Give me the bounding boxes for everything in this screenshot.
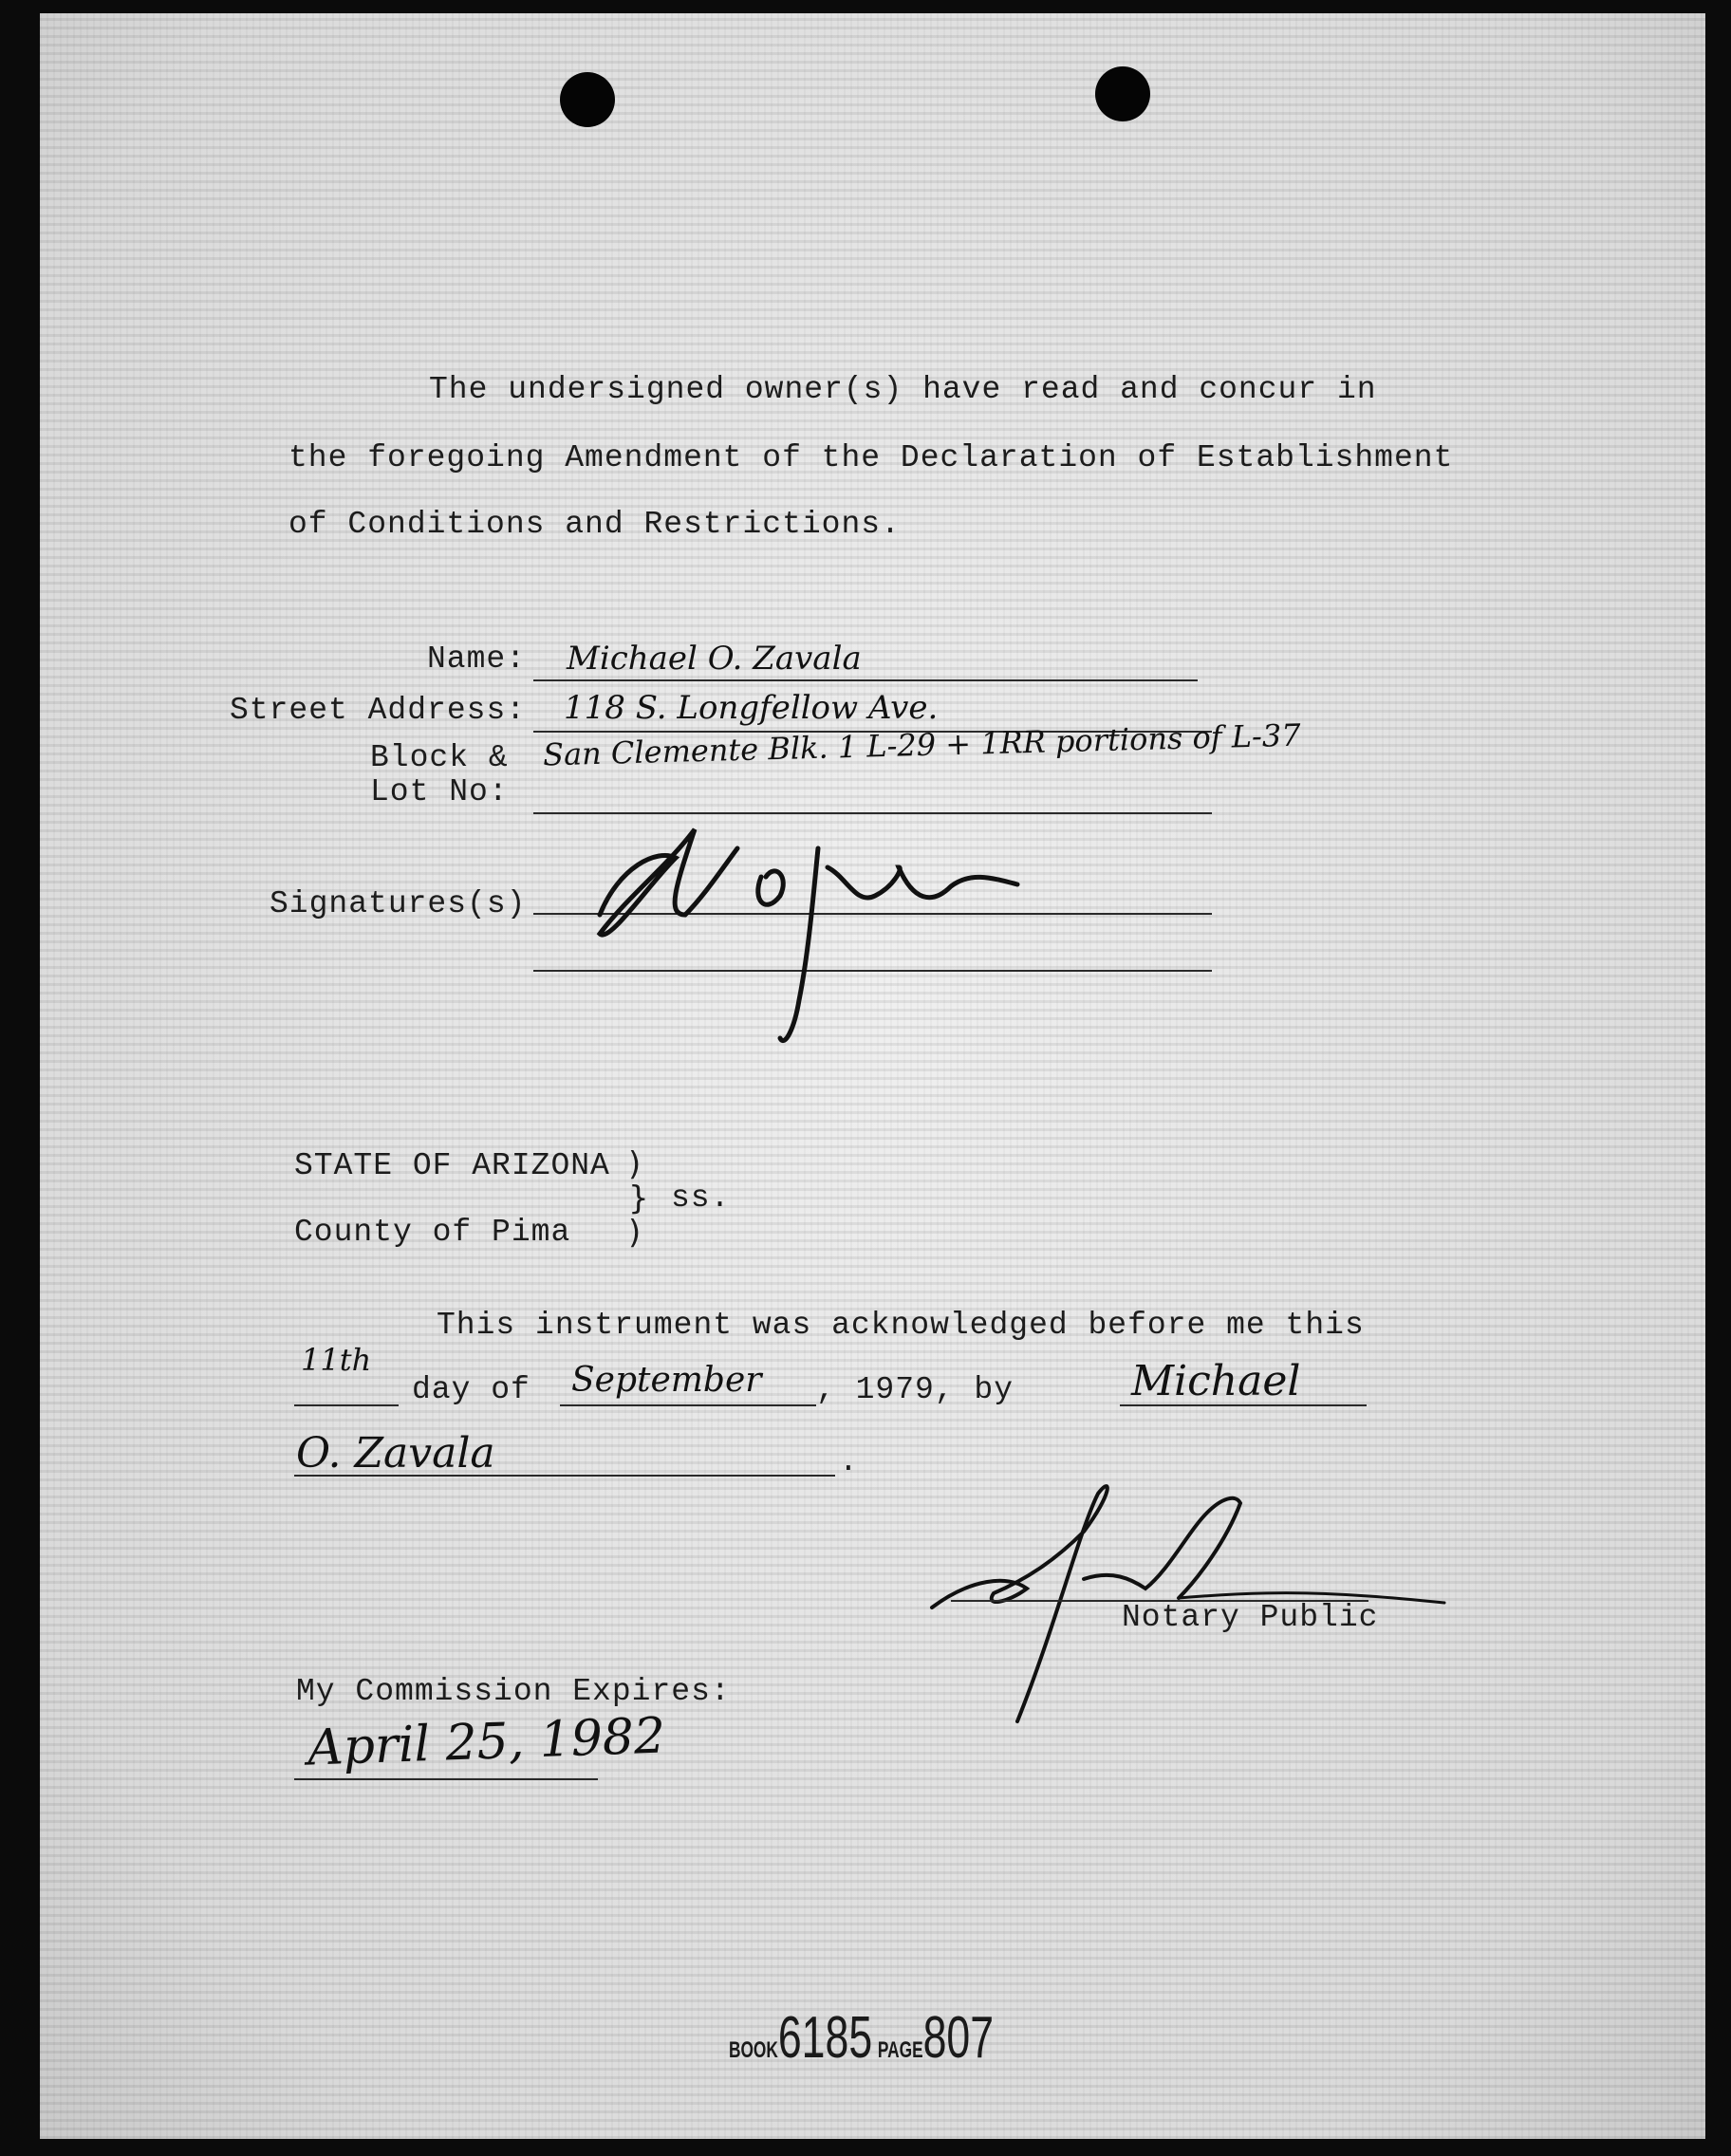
block-label: Block & xyxy=(370,740,509,775)
commission-date-line xyxy=(294,1778,598,1780)
by-value-2: O. Zavala xyxy=(296,1429,495,1478)
punch-hole-right xyxy=(1095,66,1150,121)
document-page xyxy=(40,13,1705,2139)
day-value: 11th xyxy=(301,1342,372,1378)
state-label: STATE OF ARIZONA xyxy=(294,1148,610,1183)
venue-brace-middle: } xyxy=(628,1180,649,1217)
commission-expires-label: My Commission Expires: xyxy=(296,1674,731,1709)
page-number: 807 xyxy=(922,2005,995,2071)
by-value-1: Michael xyxy=(1131,1357,1301,1405)
month-line xyxy=(560,1404,816,1406)
venue-brace-bottom: ) xyxy=(628,1214,642,1252)
ss-label: ss. xyxy=(671,1180,731,1216)
day-line xyxy=(294,1404,399,1406)
book-number: 6185 xyxy=(777,2005,873,2071)
recording-stamp xyxy=(729,2004,994,2072)
county-label: County of Pima xyxy=(294,1215,571,1250)
owner-signature xyxy=(571,810,1103,1076)
month-value: September xyxy=(571,1361,762,1400)
name-line xyxy=(533,679,1198,681)
commission-date-value: April 25, 1982 xyxy=(307,1707,666,1777)
block-lot-value: San Clemente Blk. 1 L-29 + 1RR portions of L-37 xyxy=(542,716,1302,773)
notary-public-label: Notary Public xyxy=(1122,1600,1379,1635)
street-address-label: Street Address: xyxy=(230,693,527,728)
acknowledgment-line-1: This instrument was acknowledged before me this xyxy=(437,1308,1365,1343)
book-label: BOOK xyxy=(729,2037,778,2063)
intro-line-2: the foregoing Amendment of the Declaration of Establishment xyxy=(288,440,1454,475)
day-of-label: day of xyxy=(412,1372,530,1407)
intro-line-1: The undersigned owner(s) have read and concur in xyxy=(429,372,1377,407)
intro-line-3: of Conditions and Restrictions. xyxy=(288,507,901,542)
venue-brace-top: ) xyxy=(628,1145,642,1183)
street-address-value: 118 S. Longfellow Ave. xyxy=(564,689,939,727)
page-label: PAGE xyxy=(877,2037,923,2063)
lot-label: Lot No: xyxy=(370,774,509,809)
notary-signature xyxy=(894,1437,1482,1740)
punch-hole-left xyxy=(560,72,615,127)
by-line-2 xyxy=(294,1475,835,1477)
acknowledgment-period: . xyxy=(839,1444,859,1479)
year-text: , 1979, by xyxy=(816,1372,1014,1407)
by-line-1 xyxy=(1120,1404,1367,1406)
name-label: Name: xyxy=(427,641,527,677)
name-value: Michael O. Zavala xyxy=(567,640,862,678)
signatures-label: Signatures(s) xyxy=(270,886,527,921)
